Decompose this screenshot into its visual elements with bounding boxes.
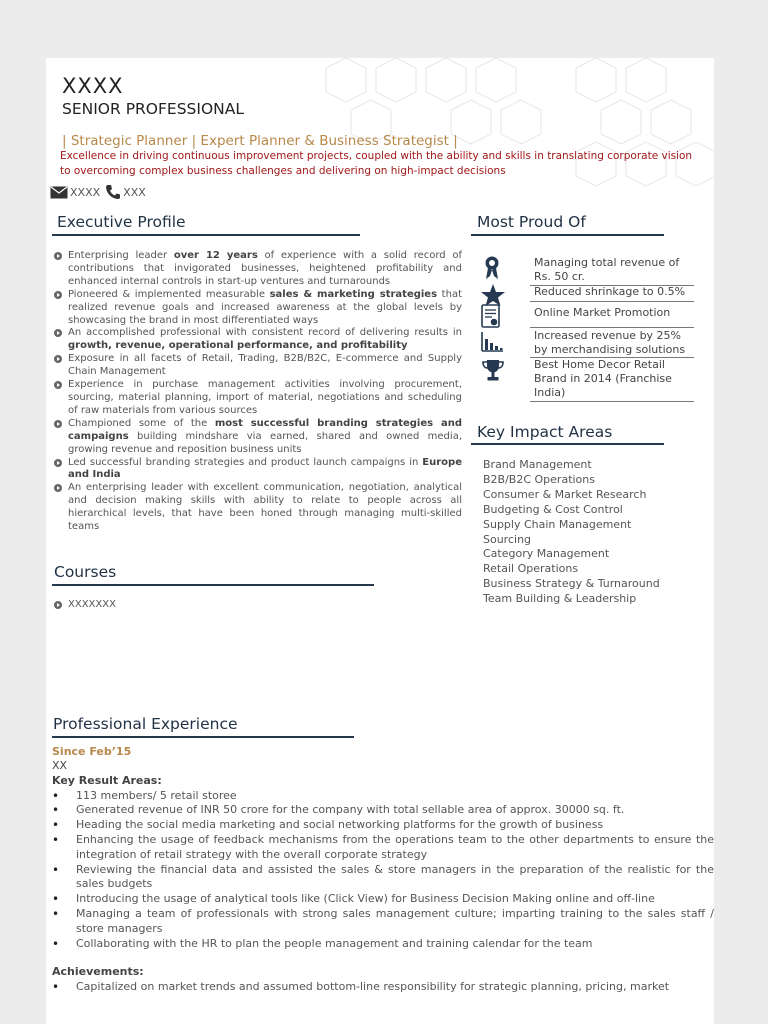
experience-company: XX — [52, 759, 68, 772]
most-proud-rule — [471, 234, 664, 236]
executive-profile-list — [46, 250, 462, 534]
profile-item: An accomplished professional with consistent record of delivering results in growth, revenue, operational performance, and profitability — [46, 327, 462, 353]
phone-text[interactable]: XXX — [123, 185, 146, 199]
courses-heading: Courses — [54, 563, 117, 581]
kra-label: Key Result Areas: — [52, 773, 162, 787]
candidate-name: XXXX — [62, 74, 124, 98]
experience-rule — [52, 736, 354, 738]
profile-item: Pioneered & implemented measurable sales & marketing strategies that realized revenue goals and increased awareness at the global levels by showcasing the brand in most differentiated ways — [46, 289, 462, 328]
kra-item: • Collaborating with the HR to plan the people management and training calendar for the team — [52, 937, 714, 952]
impact-area-item: Supply Chain Management — [483, 517, 632, 531]
proud-text: Reduced shrinkage to 0.5% — [534, 285, 686, 298]
key-impact-heading: Key Impact Areas — [477, 423, 613, 441]
impact-area-item: Team Building & Leadership — [483, 592, 637, 606]
course-item: XXXXXXX — [46, 599, 346, 612]
proud-text: Managing total revenue of Rs. 50 cr. — [534, 256, 680, 283]
kra-item: • Reviewing the financial data and assisted the sales & store managers in the preparation of the realistic for the sales budgets — [52, 863, 714, 893]
certificate-icon — [480, 304, 502, 334]
key-impact-rule — [471, 443, 664, 445]
impact-area-item: Business Strategy & Turnaround — [483, 577, 660, 591]
kra-item: • Managing a team of professionals with strong sales management culture; imparting training to the sales staff / store managers — [52, 907, 714, 937]
key-impact-list — [483, 458, 663, 607]
impact-area-item: B2B/B2C Operations — [483, 472, 595, 486]
kra-item: • Heading the social media marketing and social networking platforms for the growth of business — [52, 818, 714, 833]
achievements-label: Achievements: — [52, 965, 144, 979]
kra-item: • Enhancing the usage of feedback mechanisms from the operations team to the other departments to ensure the integration of retail strategy with the overall corporate strategy — [52, 833, 714, 863]
impact-area-item: Sourcing — [483, 532, 532, 546]
proud-text: Increased revenue by 25% by merchandising solutions — [534, 329, 686, 356]
kra-item: • Generated revenue of INR 50 crore for the company with total sellable area of approx. 30000 sq. ft. — [52, 803, 714, 818]
envelope-icon — [50, 186, 68, 199]
impact-area-item: Category Management — [483, 547, 610, 561]
profile-item: Enterprising leader over 12 years of experience with a solid record of contributions that invigorated businesses, heightened profitability and enhanced internal controls in start-up ventures and turnarounds — [46, 250, 462, 289]
impact-area-item: Budgeting & Cost Control — [483, 502, 623, 516]
profile-item: An enterprising leader with excellent communication, negotiation, analytical and decision making skills with ability to relate to people across all hierarchical levels, that have been honed through managing multi-skilled teams — [46, 482, 462, 534]
achievement-item: • Capitalized on market trends and assumed bottom-line responsibility for strategic planning, pricing, market — [52, 980, 714, 995]
impact-area-item: Consumer & Market Research — [483, 487, 647, 501]
email-text[interactable]: XXXX — [70, 185, 101, 199]
award-ribbon-icon — [480, 254, 504, 284]
kra-item: • Introducing the usage of analytical tools like (Click View) for Business Decision Making online and off-line — [52, 892, 714, 907]
experience-block — [52, 744, 714, 995]
contact-row — [50, 184, 146, 200]
proud-text: Best Home Decor Retail Brand in 2014 (Franchise India) — [534, 358, 672, 399]
experience-heading: Professional Experience — [53, 715, 238, 733]
trophy-icon — [480, 358, 506, 386]
bar-chart-icon — [480, 331, 504, 357]
profile-item: Championed some of the most successful branding strategies and campaigns building mindshare via earned, shared and owned media, growing revenue and reposition business units — [46, 418, 462, 457]
profile-item: Led successful branding strategies and product launch campaigns in Europe and India — [46, 457, 462, 483]
executive-profile-rule — [52, 234, 360, 236]
achievements-list — [52, 980, 714, 995]
candidate-title: SENIOR PROFESSIONAL — [62, 100, 245, 118]
profile-item: Experience in purchase management activities involving procurement, sourcing, material planning, import of material, negotiations and scheduling of raw materials from various sources — [46, 379, 462, 418]
courses-rule — [52, 584, 374, 586]
resume-page — [46, 58, 714, 1024]
most-proud-heading: Most Proud Of — [477, 213, 586, 231]
summary-statement: Excellence in driving continuous improvement projects, coupled with the ability and skills in translating corporate vision to overcoming complex business challenges and delivering on high-impact decisions — [60, 150, 693, 177]
impact-area-item: Brand Management — [483, 458, 592, 471]
experience-period: Since Feb’15 — [52, 745, 132, 758]
proud-text: Online Market Promotion — [534, 306, 671, 319]
kra-list — [52, 789, 714, 952]
impact-area-item: Retail Operations — [483, 562, 579, 576]
executive-profile-heading: Executive Profile — [57, 213, 186, 231]
courses-list — [46, 599, 346, 612]
kra-item: • 113 members/ 5 retail storee — [52, 789, 714, 804]
phone-icon — [105, 184, 121, 200]
profile-item: Exposure in all facets of Retail, Trading, B2B/B2C, E-commerce and Supply Chain Management — [46, 353, 462, 379]
tagline: | Strategic Planner | Expert Planner & Business Strategist | — [62, 133, 458, 149]
